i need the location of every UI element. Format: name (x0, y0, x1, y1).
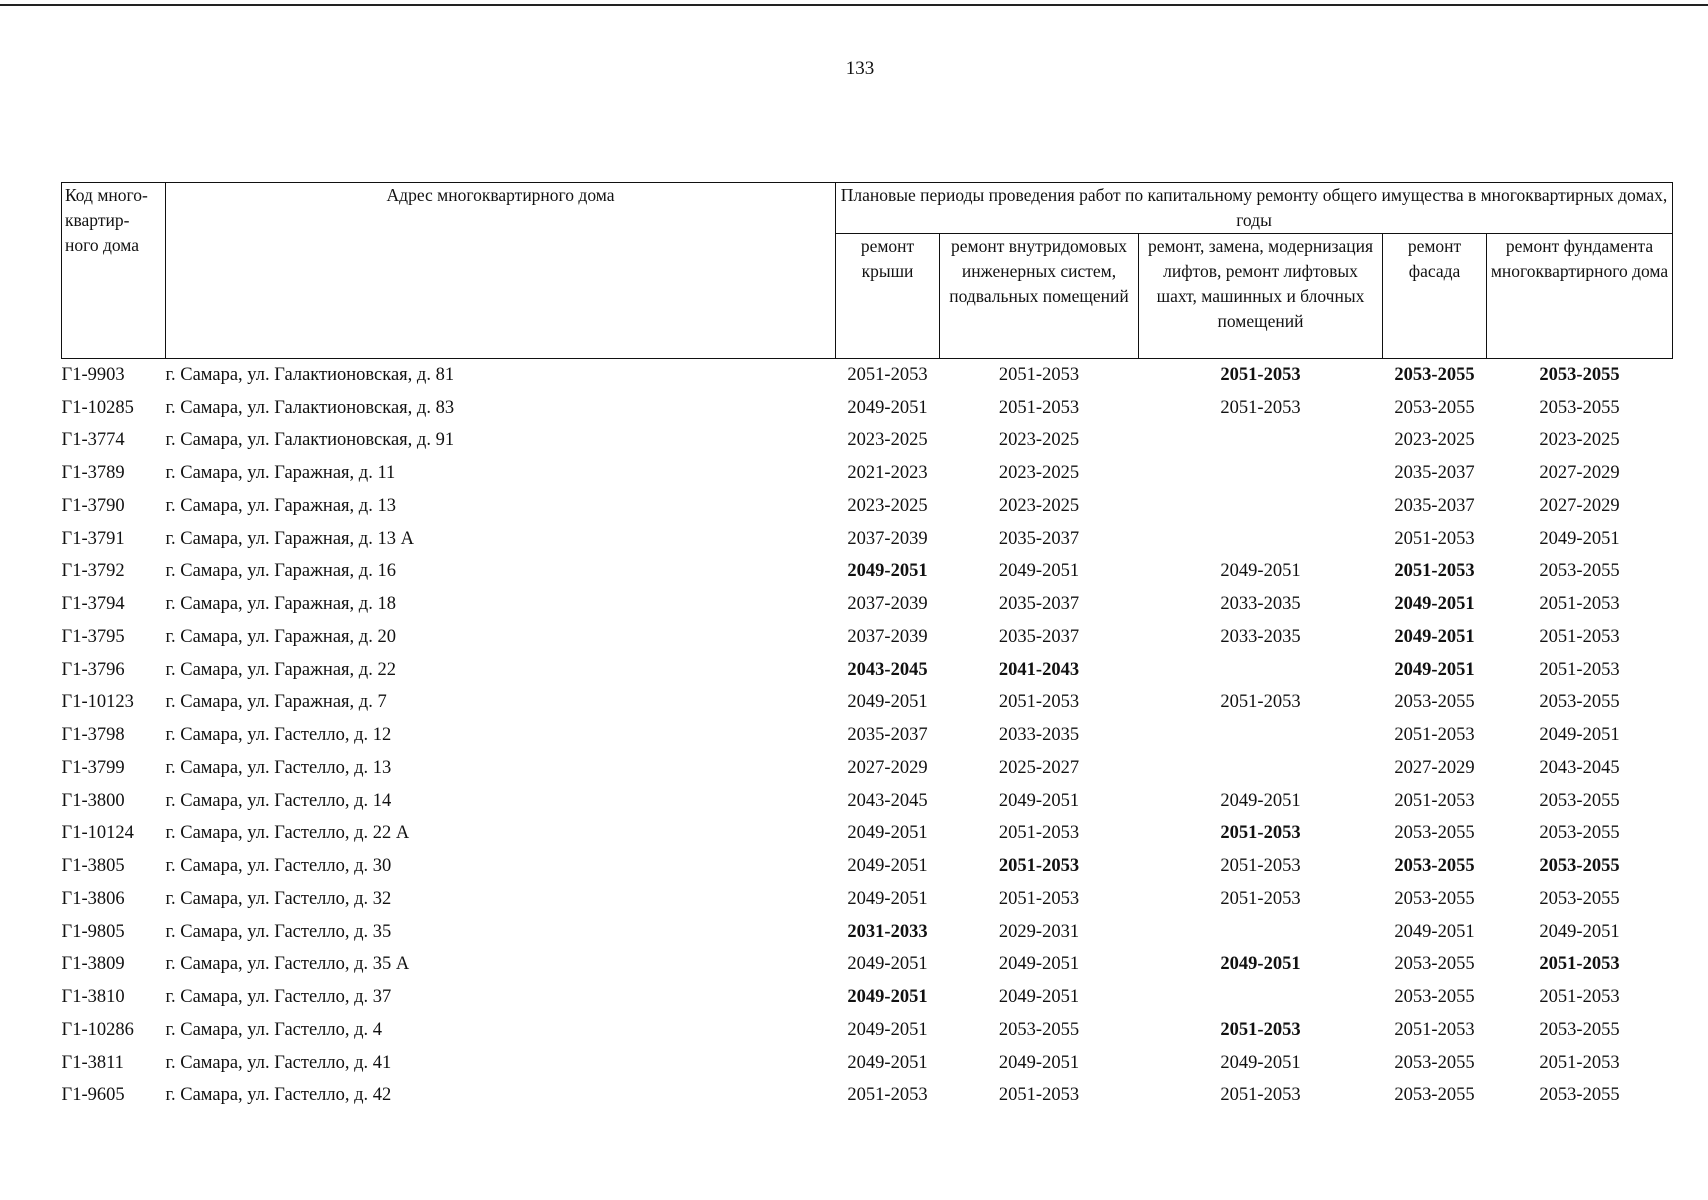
cell-code: Г1-3806 (61, 888, 125, 909)
cell-roof: 2049-2051 (847, 987, 928, 1008)
table-row (62, 621, 1673, 654)
cell-address: г. Самара, ул. Гаражная, д. 22 (165, 659, 396, 680)
table-row (62, 687, 1673, 720)
table-row (62, 490, 1673, 523)
table-row (62, 523, 1673, 556)
cell-code: Г1-3795 (61, 626, 125, 647)
cell-roof: 2037-2039 (847, 594, 928, 615)
cell-facade: 2027-2029 (1394, 757, 1475, 778)
cell-address: г. Самара, ул. Гастелло, д. 42 (165, 1085, 392, 1106)
cell-address: г. Самара, ул. Гастелло, д. 30 (165, 856, 392, 877)
cell-engineering: 2051-2053 (998, 823, 1080, 844)
cell-roof: 2049-2051 (847, 856, 928, 877)
cell-code: Г1-10123 (61, 692, 134, 713)
cell-code: Г1-3810 (61, 987, 125, 1008)
cell-roof: 2043-2045 (847, 659, 928, 680)
cell-foundation: 2053-2055 (1539, 856, 1620, 877)
cell-roof: 2051-2053 (847, 1085, 928, 1106)
cell-lifts: 2033-2035 (1220, 626, 1301, 647)
cell-engineering: 2051-2053 (998, 364, 1080, 385)
cell-engineering: 2051-2053 (998, 856, 1080, 877)
cell-facade: 2049-2051 (1394, 594, 1475, 615)
cell-lifts: 2051-2053 (1220, 692, 1301, 713)
cell-lifts (1139, 457, 1383, 490)
table-row (62, 392, 1673, 425)
cell-facade: 2049-2051 (1394, 921, 1475, 942)
cell-lifts: 2051-2053 (1220, 856, 1301, 877)
cell-address: г. Самара, ул. Гастелло, д. 32 (165, 888, 392, 909)
table-row (62, 588, 1673, 621)
cell-lifts: 2051-2053 (1220, 364, 1301, 385)
cell-foundation: 2053-2055 (1539, 397, 1620, 418)
header-facade: ремонт фасада (1383, 234, 1487, 359)
cell-facade: 2053-2055 (1394, 1085, 1475, 1106)
cell-roof: 2049-2051 (847, 1019, 928, 1040)
cell-roof: 2049-2051 (847, 692, 928, 713)
cell-code: Г1-3792 (61, 561, 125, 582)
cell-facade: 2053-2055 (1394, 364, 1475, 385)
cell-address: г. Самара, ул. Гастелло, д. 14 (165, 790, 392, 811)
header-address: Адрес многоквартирного дома (166, 183, 836, 359)
cell-facade: 2053-2055 (1394, 692, 1475, 713)
cell-engineering: 2053-2055 (998, 1019, 1080, 1040)
cell-address: г. Самара, ул. Гастелло, д. 41 (165, 1052, 392, 1073)
cell-code: Г1-3790 (61, 495, 125, 516)
cell-code: Г1-3791 (61, 528, 125, 549)
cell-address: г. Самара, ул. Гастелло, д. 13 (165, 757, 392, 778)
header-row-top (62, 183, 1673, 234)
cell-roof: 2035-2037 (847, 725, 928, 746)
table-row (62, 719, 1673, 752)
cell-roof: 2049-2051 (847, 397, 928, 418)
cell-foundation: 2053-2055 (1539, 790, 1620, 811)
cell-address: г. Самара, ул. Галактионовская, д. 83 (165, 397, 455, 418)
table-row (62, 883, 1673, 916)
cell-code: Г1-9805 (61, 921, 125, 942)
cell-lifts: 2049-2051 (1220, 561, 1301, 582)
cell-engineering: 2023-2025 (998, 430, 1080, 451)
cell-lifts: 2051-2053 (1220, 888, 1301, 909)
cell-facade: 2035-2037 (1394, 463, 1475, 484)
cell-foundation: 2049-2051 (1539, 921, 1620, 942)
cell-engineering: 2049-2051 (998, 790, 1080, 811)
page-number: 133 (845, 58, 875, 79)
cell-foundation: 2053-2055 (1539, 1019, 1620, 1040)
table-body (62, 359, 1673, 1113)
cell-roof: 2021-2023 (847, 463, 928, 484)
cell-foundation: 2051-2053 (1539, 1052, 1620, 1073)
cell-roof: 2037-2039 (847, 626, 928, 647)
cell-address: г. Самара, ул. Гаражная, д. 11 (165, 463, 396, 484)
table-row (62, 654, 1673, 687)
cell-facade: 2023-2025 (1394, 430, 1475, 451)
cell-foundation: 2049-2051 (1539, 725, 1620, 746)
header-foundation: ремонт фундамента многоквартирного дома (1487, 234, 1673, 359)
cell-roof: 2023-2025 (847, 430, 928, 451)
table-row (62, 425, 1673, 458)
cell-foundation: 2053-2055 (1539, 692, 1620, 713)
cell-foundation: 2051-2053 (1539, 954, 1620, 975)
cell-engineering: 2023-2025 (998, 495, 1080, 516)
cell-roof: 2031-2033 (847, 921, 928, 942)
cell-lifts (1139, 752, 1383, 785)
cell-foundation: 2043-2045 (1539, 757, 1620, 778)
cell-facade: 2053-2055 (1394, 397, 1475, 418)
cell-code: Г1-3799 (61, 757, 125, 778)
header-periods-group: Плановые периоды проведения работ по капитальному ремонту общего имущества в многоквартирных домах, годы (836, 183, 1673, 234)
cell-foundation: 2027-2029 (1539, 463, 1620, 484)
cell-lifts: 2049-2051 (1220, 954, 1301, 975)
cell-lifts: 2049-2051 (1220, 790, 1301, 811)
table-row (62, 556, 1673, 589)
cell-engineering: 2049-2051 (998, 954, 1080, 975)
cell-foundation: 2027-2029 (1539, 495, 1620, 516)
cell-address: г. Самара, ул. Гаражная, д. 18 (165, 594, 396, 615)
cell-address: г. Самара, ул. Гастелло, д. 35 (165, 921, 392, 942)
cell-facade: 2035-2037 (1394, 495, 1475, 516)
cell-foundation: 2051-2053 (1539, 987, 1620, 1008)
cell-foundation: 2023-2025 (1539, 430, 1620, 451)
table-row (62, 1014, 1673, 1047)
table-row (62, 752, 1673, 785)
table-row (62, 949, 1673, 982)
cell-code: Г1-10285 (61, 397, 134, 418)
cell-engineering: 2023-2025 (998, 463, 1080, 484)
cell-engineering: 2051-2053 (998, 888, 1080, 909)
cell-code: Г1-3798 (61, 725, 125, 746)
cell-address: г. Самара, ул. Галактионовская, д. 91 (165, 430, 455, 451)
cell-roof: 2027-2029 (847, 757, 928, 778)
cell-lifts: 2049-2051 (1220, 1052, 1301, 1073)
cell-roof: 2023-2025 (847, 495, 928, 516)
cell-lifts: 2051-2053 (1220, 1019, 1301, 1040)
cell-roof: 2049-2051 (847, 954, 928, 975)
cell-facade: 2053-2055 (1394, 1052, 1475, 1073)
cell-code: Г1-9903 (61, 364, 125, 385)
cell-roof: 2037-2039 (847, 528, 928, 549)
top-rule (0, 4, 1708, 6)
cell-facade: 2051-2053 (1394, 790, 1475, 811)
cell-facade: 2053-2055 (1394, 823, 1475, 844)
table-row (62, 1080, 1673, 1113)
header-lifts: ремонт, замена, модернизация лифтов, ремонт лифтовых шахт, машинных и блочных помещений (1139, 234, 1383, 359)
cell-engineering: 2049-2051 (998, 1052, 1080, 1073)
table-row (62, 1047, 1673, 1080)
cell-lifts (1139, 523, 1383, 556)
cell-address: г. Самара, ул. Гастелло, д. 37 (165, 987, 392, 1008)
cell-facade: 2049-2051 (1394, 626, 1475, 647)
table-row (62, 916, 1673, 949)
table-row (62, 850, 1673, 883)
cell-code: Г1-3796 (61, 659, 125, 680)
cell-roof: 2049-2051 (847, 823, 928, 844)
cell-engineering: 2035-2037 (998, 594, 1080, 615)
cell-code: Г1-3789 (61, 463, 125, 484)
cell-foundation: 2049-2051 (1539, 528, 1620, 549)
cell-code: Г1-3805 (61, 856, 125, 877)
table-row (62, 457, 1673, 490)
cell-code: Г1-3800 (61, 790, 125, 811)
cell-lifts (1139, 490, 1383, 523)
cell-lifts (1139, 654, 1383, 687)
cell-engineering: 2033-2035 (998, 725, 1080, 746)
cell-address: г. Самара, ул. Галактионовская, д. 81 (165, 364, 455, 385)
cell-foundation: 2053-2055 (1539, 1085, 1620, 1106)
table-row (62, 785, 1673, 818)
cell-engineering: 2049-2051 (998, 561, 1080, 582)
cell-facade: 2053-2055 (1394, 954, 1475, 975)
cell-facade: 2051-2053 (1394, 1019, 1475, 1040)
cell-engineering: 2025-2027 (998, 757, 1080, 778)
cell-engineering: 2049-2051 (998, 987, 1080, 1008)
cell-roof: 2049-2051 (847, 888, 928, 909)
cell-address: г. Самара, ул. Гастелло, д. 22 А (165, 823, 410, 844)
cell-foundation: 2051-2053 (1539, 659, 1620, 680)
cell-lifts: 2051-2053 (1220, 823, 1301, 844)
cell-facade: 2053-2055 (1394, 987, 1475, 1008)
cell-engineering: 2035-2037 (998, 528, 1080, 549)
cell-address: г. Самара, ул. Гаражная, д. 7 (165, 692, 387, 713)
cell-roof: 2049-2051 (847, 561, 928, 582)
cell-lifts: 2051-2053 (1220, 397, 1301, 418)
cell-foundation: 2051-2053 (1539, 626, 1620, 647)
cell-facade: 2049-2051 (1394, 659, 1475, 680)
cell-roof: 2049-2051 (847, 1052, 928, 1073)
cell-address: г. Самара, ул. Гастелло, д. 12 (165, 725, 392, 746)
cell-engineering: 2035-2037 (998, 626, 1080, 647)
header-code: Код много-квартир-ного дома (62, 183, 166, 359)
cell-facade: 2051-2053 (1394, 725, 1475, 746)
cell-lifts (1139, 425, 1383, 458)
cell-address: г. Самара, ул. Гаражная, д. 13 А (165, 528, 414, 549)
cell-facade: 2053-2055 (1394, 856, 1475, 877)
cell-address: г. Самара, ул. Гаражная, д. 13 (165, 495, 396, 516)
cell-roof: 2051-2053 (847, 364, 928, 385)
table-row (62, 981, 1673, 1014)
cell-roof: 2043-2045 (847, 790, 928, 811)
cell-foundation: 2051-2053 (1539, 594, 1620, 615)
capital-repair-table (61, 182, 1673, 1112)
cell-code: Г1-3794 (61, 594, 125, 615)
table-row (62, 359, 1673, 392)
cell-foundation: 2053-2055 (1539, 823, 1620, 844)
cell-facade: 2051-2053 (1394, 528, 1475, 549)
cell-lifts: 2051-2053 (1220, 1085, 1301, 1106)
cell-code: Г1-3811 (61, 1052, 124, 1073)
cell-lifts (1139, 719, 1383, 752)
cell-address: г. Самара, ул. Гаражная, д. 20 (165, 626, 396, 647)
cell-code: Г1-9605 (61, 1085, 125, 1106)
cell-engineering: 2051-2053 (998, 692, 1080, 713)
header-roof: ремонт крыши (836, 234, 940, 359)
cell-foundation: 2053-2055 (1539, 364, 1620, 385)
cell-foundation: 2053-2055 (1539, 888, 1620, 909)
cell-address: г. Самара, ул. Гаражная, д. 16 (165, 561, 396, 582)
table-row (62, 818, 1673, 851)
cell-code: Г1-10124 (61, 823, 134, 844)
cell-facade: 2051-2053 (1394, 561, 1475, 582)
cell-lifts: 2033-2035 (1220, 594, 1301, 615)
cell-code: Г1-3809 (61, 954, 125, 975)
cell-facade: 2053-2055 (1394, 888, 1475, 909)
cell-engineering: 2051-2053 (998, 397, 1080, 418)
cell-code: Г1-10286 (61, 1019, 134, 1040)
header-engineering: ремонт внутридомовых инженерных систем, подвальных помещений (940, 234, 1139, 359)
cell-address: г. Самара, ул. Гастелло, д. 35 А (165, 954, 410, 975)
cell-engineering: 2051-2053 (998, 1085, 1080, 1106)
cell-lifts (1139, 916, 1383, 949)
cell-engineering: 2029-2031 (998, 921, 1080, 942)
cell-engineering: 2041-2043 (998, 659, 1080, 680)
cell-foundation: 2053-2055 (1539, 561, 1620, 582)
cell-lifts (1139, 981, 1383, 1014)
cell-address: г. Самара, ул. Гастелло, д. 4 (165, 1019, 383, 1040)
cell-code: Г1-3774 (61, 430, 125, 451)
